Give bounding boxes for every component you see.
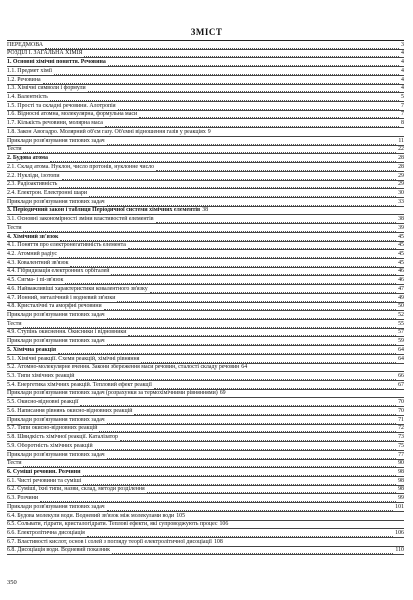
dot-leader [141,356,396,363]
toc-entry-page: 39 [398,224,404,231]
toc-entry-page: 67 [398,381,404,388]
toc-entry-page: 50 [398,303,404,310]
dot-leader [60,234,396,241]
toc-entry-title: 1.2. Речовина [7,76,41,83]
toc-entry-title: Тести [7,146,22,153]
toc-entry-title: 4.3. Ковалентний зв'язок [7,259,69,266]
toc-entry [7,146,404,155]
toc-entry-page: 98 [398,486,404,493]
toc-entry-page: 46 [398,268,404,275]
toc-entry [7,398,404,407]
toc-entry [7,111,404,120]
toc-entry [7,41,404,50]
toc-entry-page: 45 [398,250,404,257]
toc-entry [7,181,404,190]
dot-leader [23,146,396,153]
toc-entry [7,163,404,172]
dot-leader [120,434,396,441]
toc-entry-title: 2.4. Електрон. Електронні шари [7,189,88,196]
toc-entry-title: Приклади розв'язування типових задач [7,416,105,423]
toc-entry-page: 4 [401,59,404,66]
dot-leader [88,85,399,92]
toc-entry [7,468,404,477]
toc-entry [7,93,404,102]
toc-entry-page: 66 [398,373,404,380]
toc-entry-title: ПЕРЕДМОВА [7,41,44,48]
toc-entry-title: 4.1. Поняття про електронегативність елемента [7,242,126,249]
toc-entry-page: 8 [401,120,404,127]
toc-entry [7,433,404,442]
toc-entry [7,259,404,268]
toc-entry-title: 6. Суміші речовин. Розчини [7,468,81,475]
toc-entry [7,189,404,198]
toc-entry-page: 46 [398,277,404,284]
dot-leader [76,373,396,380]
toc-entry [7,67,404,76]
dot-leader [112,547,393,554]
dot-leader [107,338,397,345]
toc-entry-title: 2.2. Нукліди, ізотопи [7,172,60,179]
toc-entry-page: 49 [398,294,404,301]
toc-entry-page: 4 [401,85,404,92]
dot-leader [107,417,397,424]
toc-entry-page: 71 [398,416,404,423]
dot-leader [134,408,396,415]
dot-leader [89,190,396,197]
toc-entry-title: Приклади розв'язування типових задач [7,451,105,458]
toc-entry [7,477,404,486]
dot-leader [43,77,399,84]
toc-entry [7,442,404,451]
toc-entry-title: Приклади розв'язування типових задач [7,137,105,144]
toc-entry [7,329,404,338]
dot-leader [62,173,397,180]
toc-entry-page: 11 [398,137,404,144]
toc-entry-title: 1. Основні хімічні поняття. Речовина [7,59,106,66]
toc-entry [7,346,404,355]
toc-entry-title: 5.3. Типи хімічних реакцій [7,373,75,380]
dot-leader [54,68,399,75]
toc-entry-page: 29 [398,172,404,179]
toc-entry [7,268,404,277]
dot-leader [105,120,399,127]
toc-entry [7,276,404,285]
toc-entry [7,381,404,390]
toc-entry [7,547,404,556]
toc-entry [7,425,404,434]
toc-entry-title: 1.4. Валентність [7,94,48,101]
toc-entry-title: Тести [7,224,22,231]
toc-entry-title: Приклади розв'язування типових задач (розрахунки за термохімічними рівняннями) [7,390,218,397]
dot-leader [65,277,396,284]
toc-entry [7,355,404,364]
toc-entry-page: 7 [401,111,404,118]
dot-leader [156,164,396,171]
toc-entry [7,119,404,128]
dot-leader [59,181,396,188]
dot-leader [87,530,393,537]
toc-entry-title: 4.6. Найважливіші характеристики ковалентного зв'язку [7,285,148,292]
toc-entry-page: 108 [213,538,223,545]
toc-entry [7,242,404,251]
toc-entry [7,50,404,59]
toc-entry-title: 4.5. Сигма- і пі-зв'язок [7,277,64,284]
toc-entry-page: 4 [401,50,404,57]
toc-entry-title: 6.3. Розчини [7,495,39,502]
dot-leader [128,329,396,336]
toc-entry [7,58,404,67]
toc-entry-title: 5.5. Окисно-відновні реакції [7,399,79,406]
toc-entry-page: 22 [398,146,404,153]
dot-leader [80,399,396,406]
toc-entry-title: 5.9. Оборотність хімічних реакцій [7,442,93,449]
toc-entry-title: 2.1. Склад атома. Нуклон, число протонів, нуклонне число [7,163,155,170]
toc-entry-title: 6.5. Сольвати, гідрати, кристалогідрати. Теплові ефекти, які супроводжують процес [7,521,218,528]
toc-entry-title: 3.1. Основні закономірності зміни властивостей елементів [7,216,154,223]
toc-entry [7,294,404,303]
dot-leader [23,225,396,232]
toc-entry-title: 6.7. Властивості кислот, основ і солей з погляду теорії електролітичної дисоціації [7,538,212,545]
toc-entry-title: 5.4. Енергетика хімічних реакцій. Тепловий ефект реакції [7,381,152,388]
toc-entry-title: 1.5. Прості та складні речовини. Алотропія [7,102,116,109]
toc-entry-title: 5.1. Хімічні реакції. Схеми реакцій, хімічні рівняння [7,355,140,362]
dot-leader [154,382,396,389]
toc-entry-title: Тести [7,320,22,327]
toc-entry-page: 77 [398,451,404,458]
toc-entry-page: 29 [398,181,404,188]
toc-entry-page: 70 [398,407,404,414]
dot-leader [108,59,399,66]
toc-entry [7,224,404,233]
toc-entry-title: Приклади розв'язування типових задач [7,338,105,345]
toc-entry [7,486,404,495]
page-number: 350 [7,579,17,586]
toc-entry-page: 52 [398,312,404,318]
toc-entry-page: 106 [395,529,404,536]
toc-entry-title: Приклади розв'язування типових задач [7,198,105,205]
toc-entry [7,320,404,329]
toc-entry [7,102,404,111]
toc-entry-title: 4.2. Атомний радіус [7,250,58,257]
toc-entry-page: 5 [401,94,404,101]
dot-leader [83,469,397,476]
toc-entry-title: 6.8. Дисоціація води. Водневий показник [7,547,111,554]
toc-entry-title: 1.6. Відносні атомна, молекулярна, формульна маси [7,111,138,118]
dot-leader [95,443,396,450]
toc-entry [7,407,404,416]
toc-entry-page: 64 [241,364,248,371]
toc-entry-title: РОЗДІЛ І. ЗАГАЛЬНА ХІМІЯ [7,50,83,57]
toc-entry-page: 45 [398,233,404,240]
toc-entry [7,76,404,85]
toc-entry-title: 1.3. Хімічні символи і формули [7,85,86,92]
dot-leader [50,155,396,162]
toc-entry-page: 4 [401,76,404,83]
toc-entry-page: 47 [398,285,404,292]
dot-leader [111,268,396,275]
toc-entry-page: 72 [398,425,404,432]
toc-entry-page: 4 [401,67,404,74]
dot-leader [99,425,396,432]
dot-leader [107,199,397,206]
toc-entry-page: 57 [398,329,404,336]
toc-entry-title: 6.1. Чисті речовини та суміші [7,477,82,484]
toc-entry-title: Приклади розв'язування типових задач [7,312,105,318]
toc-entry-title: 5.6. Написання рівнянь окисно-відновних реакцій [7,407,133,414]
dot-leader [83,478,396,485]
toc-entry-page: 38 [398,216,404,223]
toc-entry [7,503,404,512]
toc-entry [7,85,404,94]
toc-entry [7,128,404,137]
toc-entry-title: 2.3. Радіоактивність [7,181,58,188]
toc-entry-page: 30 [398,189,404,196]
toc-entry-page: 28 [398,163,404,170]
dot-leader [45,42,399,49]
toc-entry [7,364,404,373]
toc-entry [7,250,404,259]
dot-leader [58,347,396,354]
toc-entry [7,521,404,530]
toc-entry-title: 1.7. Кількість речовини, молярна маса [7,120,103,127]
dot-leader [107,504,394,511]
toc-table [7,40,404,555]
toc-entry [7,215,404,224]
dot-leader [50,94,399,101]
toc-entry-page: 98 [398,468,404,475]
toc-entry [7,529,404,538]
toc-entry-page: 7 [401,102,404,109]
toc-entry [7,451,404,460]
toc-entry-page: 75 [398,442,404,449]
toc-entry-title: 3. Періодичний закон і таблиця Періодичної системи хімічних елементів [7,207,201,214]
dot-leader [117,295,396,302]
toc-entry-page: 33 [398,198,404,205]
dot-leader [150,286,396,293]
dot-leader [107,452,397,459]
toc-entry-page: 106 [219,521,229,528]
toc-entry-title: 6.2. Суміші, їхні типи, назви, склад, методи розділення [7,486,145,493]
toc-entry-page: 55 [398,320,404,327]
toc-entry-page: 69 [219,390,226,397]
toc-entry-title: 4.8. Кристалічні та аморфні речовини [7,303,102,310]
toc-entry-title: 4.9. Ступінь окиснення. Окисники і відновники [7,329,127,336]
dot-leader [128,242,396,249]
toc-entry-page: 101 [395,503,404,510]
dot-leader [59,251,396,258]
toc-entry-title: 1.1. Предмет хімії [7,67,53,74]
toc-entry [7,311,404,320]
toc-entry [7,494,404,503]
dot-leader [139,111,399,118]
toc-entry [7,285,404,294]
toc-entry [7,512,404,521]
toc-entry-page: 3 [401,41,404,48]
dot-leader [23,321,396,328]
toc-entry [7,303,404,312]
toc-entry-title: 4.4. Гібридизація електронних орбіталей [7,268,110,275]
toc-entry-page: 99 [398,495,404,502]
toc-entry-page: 70 [398,399,404,406]
dot-leader [107,138,397,145]
toc-entry [7,172,404,181]
dot-leader [147,486,396,493]
toc-entry-title: 5.8. Швидкість хімічної реакції. Каталізатор [7,434,119,441]
toc-entry-page: 45 [398,242,404,249]
dot-leader [40,495,396,502]
toc-entry-page: 45 [398,259,404,266]
toc-entry-title: 4.7. Йонний, металічний і водневий зв'язки [7,294,116,301]
toc-entry [7,198,404,207]
toc-entry-page: 38 [202,207,209,214]
dot-leader [23,460,396,467]
toc-entry-title: 5.7. Типи окисно-відновних реакцій [7,425,98,432]
toc-entry-page: 64 [398,355,404,362]
toc-entry-title: 4. Хімічний зв'язок [7,233,59,240]
page-title: ЗМІСТ [190,27,223,37]
toc-entry-title: 6.4. Будова молекули води. Водневий зв'язок між молекулами води [7,512,175,519]
toc-entry [7,460,404,469]
dot-leader [104,303,396,310]
toc-entry [7,137,404,146]
toc-entry-title: 5.2. Атомно-молекулярне вчення. Закони збереження маси речовин, сталості складу речовин [7,364,240,371]
toc-entry-page: 105 [176,512,186,519]
dot-leader [107,312,397,319]
toc-entry [7,154,404,163]
dot-leader [118,103,400,110]
toc-entry-title: 1.8. Закон Авогадро. Молярний об'єм газу. Об'ємні відношення газів у реакціях [7,128,206,135]
toc-entry [7,337,404,346]
toc-entry-page: 98 [398,477,404,484]
toc-entry-title: 6.6. Електролітична дисоціація [7,529,85,536]
toc-entry-title: 5. Хімічна реакція [7,346,57,353]
dot-leader [156,216,397,223]
toc-entry-title: Тести [7,460,22,467]
toc-entry [7,416,404,425]
toc-entry-page: 59 [398,338,404,345]
toc-entry [7,372,404,381]
toc-entry [7,233,404,242]
dot-leader [70,260,396,267]
toc-entry-title: 2. Будова атома [7,155,48,162]
toc-entry-title: Приклади розв'язування типових задач [7,503,105,510]
toc-entry-page: 90 [398,460,404,467]
toc-entry-page: 9 [207,128,211,135]
toc-entry-page: 28 [398,155,404,162]
toc-entry [7,207,404,216]
toc-entry-page: 110 [395,547,404,554]
toc-entry-page: 64 [398,346,404,353]
dot-leader [84,50,399,57]
toc-entry-page: 73 [398,434,404,441]
toc-entry [7,390,404,399]
toc-entry [7,538,404,547]
